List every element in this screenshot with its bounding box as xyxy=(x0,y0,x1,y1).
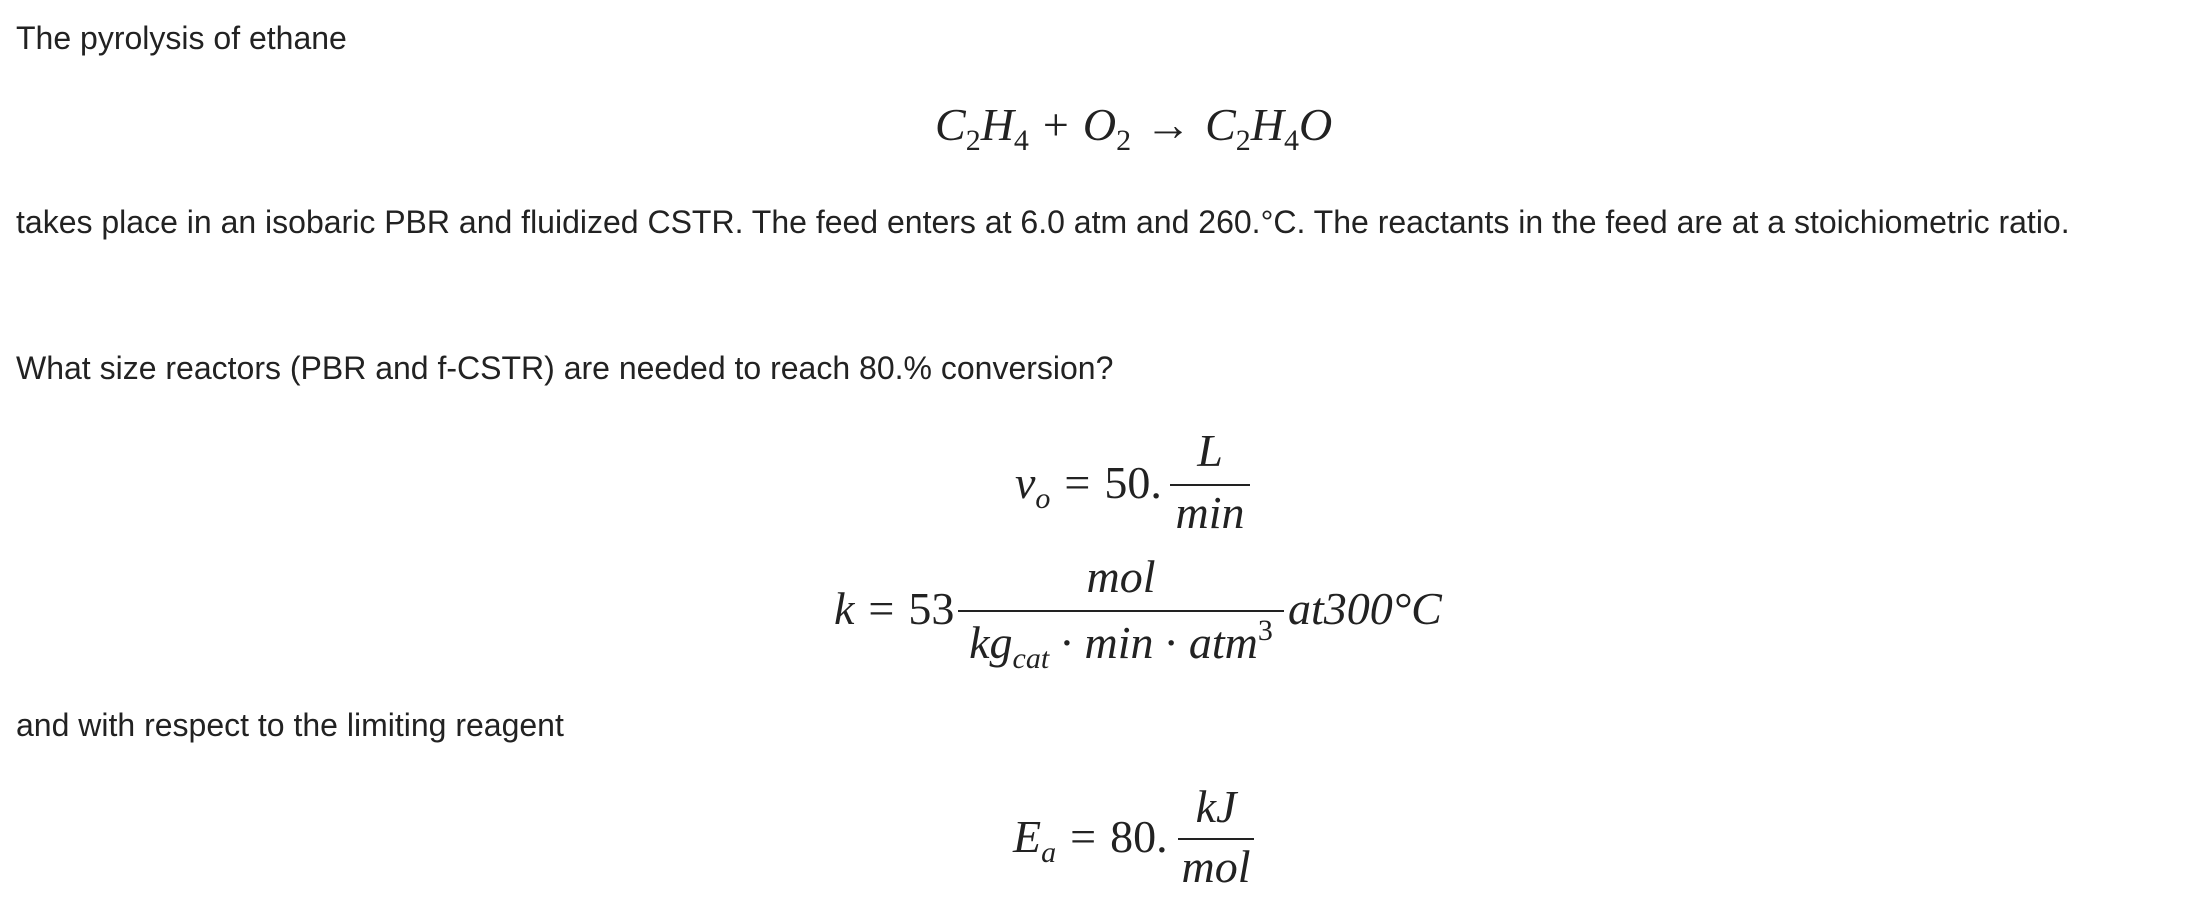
reactant-h: H xyxy=(980,99,1014,150)
ea-denominator: mol xyxy=(1181,841,1251,892)
reactant-o: O xyxy=(1082,99,1117,150)
plus-sign: + xyxy=(1042,99,1069,150)
product-h: H xyxy=(1250,99,1285,150)
k-den-min: min xyxy=(1084,617,1154,668)
reactant-h-subscript: 4 xyxy=(1013,124,1029,157)
k-den-dot-1: · xyxy=(1059,617,1075,668)
k-equals: = xyxy=(868,583,895,634)
reactant-c-subscript: 2 xyxy=(965,124,981,157)
reaction-arrow: → xyxy=(1145,99,1192,150)
reaction-equation xyxy=(935,98,1332,158)
product-o: O xyxy=(1299,99,1333,150)
vo-symbol: v xyxy=(1015,457,1036,508)
intro-text: The pyrolysis of ethane xyxy=(16,20,347,56)
vo-denominator: min xyxy=(1175,487,1245,538)
k-fraction-bar xyxy=(958,610,1284,612)
k-numerator: mol xyxy=(1086,551,1156,602)
limiting-text: and with respect to the limiting reagent xyxy=(16,707,564,743)
k-den-cat: cat xyxy=(1012,642,1050,675)
product-h-subscript: 4 xyxy=(1284,124,1300,157)
question-text: What size reactors (PBR and f-CSTR) are needed to reach 80.% conversion? xyxy=(16,350,1114,386)
product-c: C xyxy=(1205,99,1236,150)
k-den-atm: atm xyxy=(1188,617,1258,668)
k-den-dot-2: · xyxy=(1163,617,1179,668)
vo-equals: = xyxy=(1064,457,1091,508)
vo-value: 50. xyxy=(1104,457,1162,508)
vo-subscript: o xyxy=(1035,482,1051,515)
k-denominator xyxy=(958,614,1284,676)
k-den-kg: kg xyxy=(969,617,1013,668)
k-value: 53 xyxy=(908,583,955,634)
k-fraction xyxy=(958,550,1284,676)
ea-symbol: E xyxy=(1013,811,1042,862)
vo-numerator: L xyxy=(1197,425,1223,476)
ea-fraction xyxy=(1178,780,1254,900)
ea-equals: = xyxy=(1070,811,1097,862)
k-lhs xyxy=(834,582,954,635)
ea-numerator: kJ xyxy=(1195,781,1237,832)
reactant-c: C xyxy=(935,99,966,150)
k-temperature-note: at300°C xyxy=(1288,583,1442,634)
vo-fraction xyxy=(1170,424,1250,544)
k-symbol: k xyxy=(834,583,855,634)
ea-subscript: a xyxy=(1041,836,1057,869)
ea-lhs xyxy=(1013,810,1168,870)
ea-value: 80. xyxy=(1110,811,1168,862)
k-den-exponent: 3 xyxy=(1257,614,1273,647)
product-c-subscript: 2 xyxy=(1235,124,1251,157)
reactant-o-subscript: 2 xyxy=(1116,124,1132,157)
vo-lhs xyxy=(1015,456,1162,516)
process-text: takes place in an isobaric PBR and fluidized CSTR. The feed enters at 6.0 atm and 260.°C. The reactants in the feed are at a stoichiometric ratio. xyxy=(16,204,2070,240)
